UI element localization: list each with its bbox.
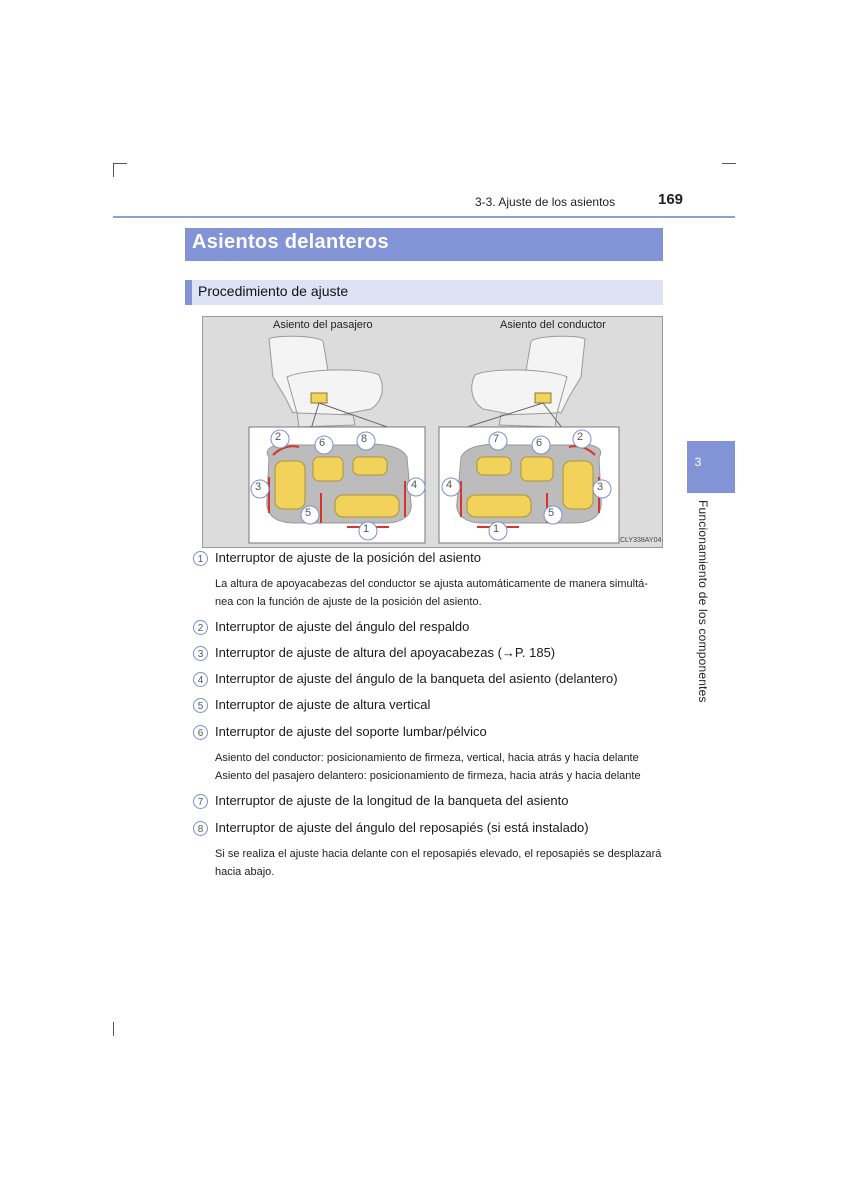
- callout-4: 4: [411, 479, 418, 491]
- item-note: nea con la función de ajuste de la posición del asiento.: [215, 596, 482, 608]
- callout-8: 8: [361, 433, 368, 445]
- item-text: Interruptor de ajuste de la longitud de la banqueta del asiento: [215, 793, 569, 808]
- item-note: Si se realiza el ajuste hacia delante con el reposapiés elevado, el reposapiés se desplazará: [215, 848, 662, 860]
- passenger-seat-position-switch: [335, 495, 399, 517]
- passenger-seat-image: [269, 336, 382, 427]
- item-number: 5: [193, 698, 208, 713]
- crop-mark: [722, 163, 736, 164]
- driver-cushion-length-switch: [477, 457, 511, 475]
- crop-mark: [113, 1022, 114, 1036]
- subsection-marker: [185, 280, 192, 305]
- item-number: 6: [193, 725, 208, 740]
- seat-diagram-svg: [203, 317, 664, 549]
- item-text: Interruptor de ajuste de altura vertical: [215, 697, 431, 712]
- item-note: La altura de apoyacabezas del conductor se ajusta automáticamente de manera simultá-: [215, 578, 648, 590]
- item-text: Interruptor de ajuste de la posición del asiento: [215, 550, 481, 565]
- item-number: 4: [193, 672, 208, 687]
- running-header: 3-3. Ajuste de los asientos: [475, 195, 616, 209]
- item-text: Interruptor de ajuste del soporte lumbar/pélvico: [215, 724, 487, 739]
- seat-switch-illustration: [202, 316, 663, 548]
- callout-2: 2: [275, 431, 282, 443]
- callout-7: 7: [493, 433, 500, 445]
- subsection-title: Procedimiento de ajuste: [198, 283, 349, 299]
- chapter-tab: [687, 441, 735, 493]
- item-number: 8: [193, 821, 208, 836]
- item-text: Interruptor de ajuste del ángulo del respaldo: [215, 619, 470, 634]
- figure-code: CLY338AY04: [620, 537, 662, 544]
- page-number: 169: [658, 191, 684, 208]
- item-note: Asiento del conductor: posicionamiento de firmeza, vertical, hacia atrás y hacia delante: [215, 752, 639, 764]
- item-text: Interruptor de ajuste del ángulo del reposapiés (si está instalado): [215, 820, 589, 835]
- driver-switch-location: [535, 393, 551, 403]
- callout-1: 1: [493, 523, 500, 535]
- driver-seat-image: [472, 336, 585, 427]
- item-number: 3: [193, 646, 208, 661]
- passenger-lumbar-switch: [313, 457, 343, 481]
- section-title-bar: [185, 228, 663, 261]
- passenger-footrest-switch: [353, 457, 387, 475]
- callout-1: 1: [363, 523, 370, 535]
- callout-6: 6: [319, 437, 326, 449]
- callout-3: 3: [255, 481, 262, 493]
- item-text: Interruptor de ajuste de altura del apoyacabezas (→P. 185): [215, 645, 556, 660]
- item-number: 7: [193, 794, 208, 809]
- crop-mark: [113, 163, 114, 177]
- item-note: Asiento del pasajero delantero: posicionamiento de firmeza, hacia atrás y hacia delante: [215, 770, 641, 782]
- item-number: 1: [193, 551, 208, 566]
- callout-5: 5: [548, 507, 555, 519]
- callout-3: 3: [597, 481, 604, 493]
- page-title: Asientos delanteros: [192, 231, 389, 253]
- item-text: Interruptor de ajuste del ángulo de la banqueta del asiento (delantero): [215, 671, 618, 686]
- driver-seat-position-switch: [467, 495, 531, 517]
- item-number: 2: [193, 620, 208, 635]
- header-rule: [113, 216, 735, 218]
- item-note: hacia abajo.: [215, 866, 275, 878]
- driver-lumbar-switch: [521, 457, 553, 481]
- driver-backrest-switch: [563, 461, 593, 509]
- crop-mark: [113, 163, 127, 164]
- chapter-label: Funcionamiento de los componentes: [696, 500, 710, 703]
- callout-4: 4: [446, 479, 453, 491]
- callout-6: 6: [536, 437, 543, 449]
- subsection-title-bar: [185, 280, 663, 305]
- passenger-backrest-switch: [275, 461, 305, 509]
- passenger-switch-location: [311, 393, 327, 403]
- callout-2: 2: [577, 431, 584, 443]
- label-driver-seat: Asiento del conductor: [500, 319, 606, 331]
- chapter-number: 3: [694, 455, 702, 469]
- label-passenger-seat: Asiento del pasajero: [273, 319, 373, 331]
- callout-5: 5: [305, 507, 312, 519]
